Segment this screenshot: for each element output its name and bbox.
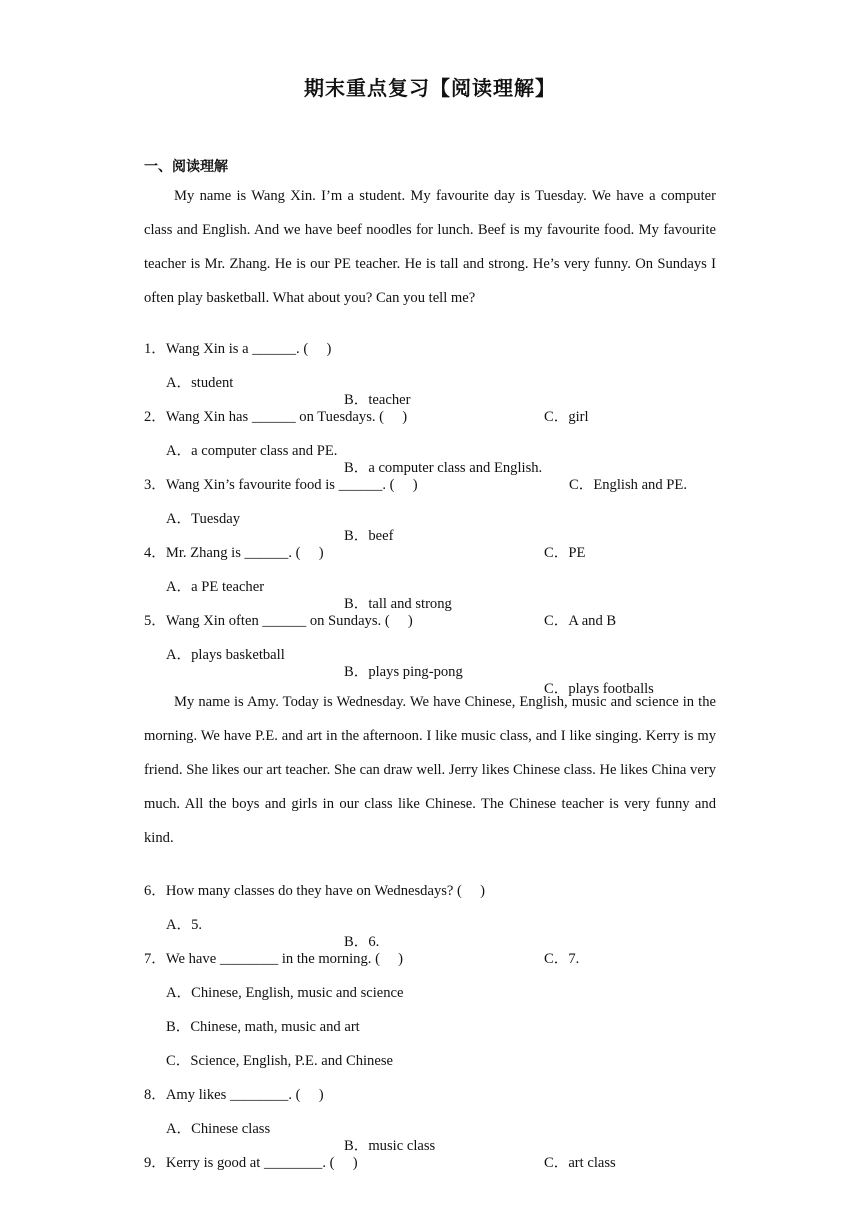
option-c[interactable]: C．English and PE. <box>569 477 687 493</box>
option-b[interactable]: B．6. <box>344 934 380 950</box>
reading-passage-2: My name is Amy. Today is Wednesday. We have Chinese, English, music and science in the morning. We have P.E. and art in the afternoon. I like music class, and I like singing. Kerry is my friend. She likes our art teacher. She can draw well. Jerry likes Chinese class. He likes China very much. All the boys and girls in our class like Chinese. The Chinese teacher is very funny and kind. <box>144 694 716 846</box>
option-a[interactable]: A．Chinese, English, music and science <box>166 985 404 1001</box>
question-3-text: 3．Wang Xin’s favourite food is ______. ( ) <box>144 477 418 493</box>
page-title: 期末重点复习【阅读理解】 <box>304 76 556 100</box>
question-8-text: 8．Amy likes ________. ( ) <box>144 1087 324 1103</box>
question-7-text: 7．We have ________ in the morning. ( ) <box>144 951 404 967</box>
question-5-text: 5．Wang Xin often ______ on Sundays. ( ) <box>144 613 413 629</box>
question-8 <box>0 1066 860 1103</box>
option-b[interactable]: B．plays ping-pong <box>344 664 463 680</box>
section-heading: 一、阅读理解 <box>144 159 228 175</box>
question-7-option-a <box>0 964 860 1001</box>
question-4-text: 4．Mr. Zhang is ______. ( ) <box>144 545 324 561</box>
question-7-option-c <box>0 1032 860 1069</box>
question-6-text: 6．How many classes do they have on Wednesdays? ( ) <box>144 883 486 899</box>
question-2-text: 2．Wang Xin has ______ on Tuesdays. ( ) <box>144 409 408 425</box>
option-c[interactable]: C．A and B <box>544 613 617 629</box>
option-c[interactable]: C．girl <box>544 409 589 425</box>
option-a[interactable]: A．student <box>166 375 234 391</box>
question-7-option-b <box>0 998 860 1035</box>
option-c[interactable]: C．7. <box>544 951 580 967</box>
option-a[interactable]: A．a PE teacher <box>166 579 265 595</box>
option-a[interactable]: A．a computer class and PE. <box>166 443 338 459</box>
option-b[interactable]: B．Chinese, math, music and art <box>166 1019 360 1035</box>
question-5-options <box>0 626 860 697</box>
option-b[interactable]: B．music class <box>344 1138 436 1154</box>
option-b[interactable]: B．beef <box>344 528 394 544</box>
option-b[interactable]: B．teacher <box>344 392 411 408</box>
question-1 <box>0 320 860 357</box>
question-9-text: 9．Kerry is good at ________. ( ) <box>144 1155 358 1171</box>
reading-passage-1: My name is Wang Xin. I’m a student. My favourite day is Tuesday. We have a computer class and English. And we have beef noodles for lunch. Beef is my favourite food. My favourite teacher is Mr. Zhang. He is our PE teacher. He is tall and strong. He’s very funny. On Sundays I often play basketball. What about you? Can you tell me? <box>144 188 716 306</box>
option-c[interactable]: C．plays footballs <box>544 681 654 697</box>
option-a[interactable]: A．Chinese class <box>166 1121 271 1137</box>
option-b[interactable]: B．tall and strong <box>344 596 452 612</box>
option-a[interactable]: A．plays basketball <box>166 647 285 663</box>
question-6 <box>0 862 860 899</box>
option-a[interactable]: A．5. <box>166 917 203 933</box>
option-b[interactable]: B．a computer class and English. <box>344 460 543 476</box>
question-1-text: 1．Wang Xin is a ______. ( ) <box>144 341 332 357</box>
option-c[interactable]: C．art class <box>544 1155 616 1171</box>
option-c[interactable]: C．PE <box>544 545 586 561</box>
option-a[interactable]: A．Tuesday <box>166 511 241 527</box>
option-c[interactable]: C．Science, English, P.E. and Chinese <box>166 1053 393 1069</box>
